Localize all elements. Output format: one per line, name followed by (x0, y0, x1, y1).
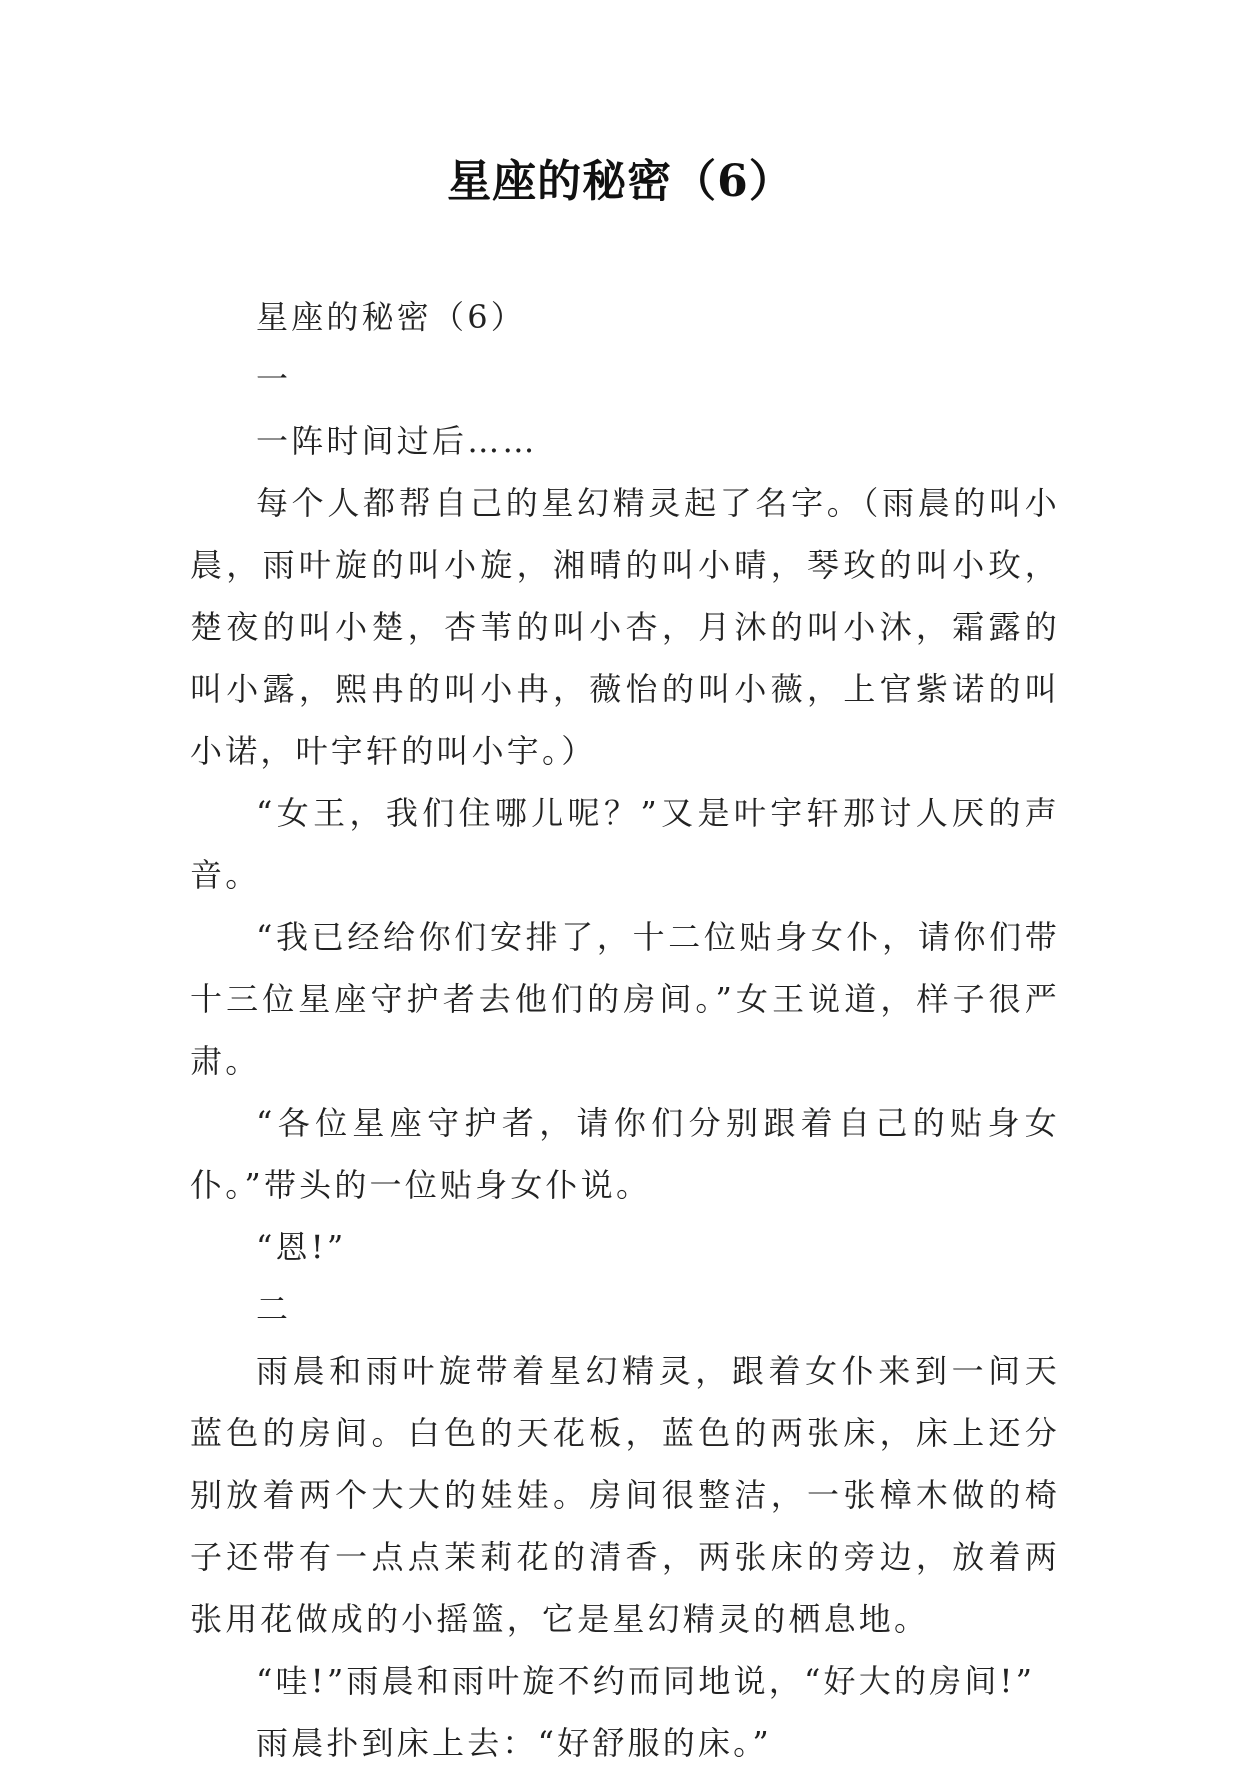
paragraph: “恩!” (256, 1228, 347, 1266)
paragraph: 星座的秘密（6） (256, 298, 526, 336)
document-body (190, 286, 1060, 1774)
section-number: 二 (256, 1290, 292, 1328)
paragraph: 雨晨扑到床上去：“好舒服的床。” (256, 1724, 772, 1762)
paragraph: “我已经给你们安排了，十二位贴身女仆，请你们带十三位星座守护者去他们的房间。”女王说道，样子很严肃。 (190, 918, 1060, 1080)
paragraph: 一阵时间过后…… (256, 422, 538, 460)
paragraph: 每个人都帮自己的星幻精灵起了名字。（雨晨的叫小晨，雨叶旋的叫小旋，湘晴的叫小晴，琴玫的叫小玫，楚夜的叫小楚，杏苇的叫小杏，月沐的叫小沐，霜露的叫小露，熙冉的叫小冉，薇怡的叫小薇，上官紫诺的叫小诺，叶宇轩的叫小宇。） (190, 484, 1060, 770)
paragraph: 雨晨和雨叶旋带着星幻精灵，跟着女仆来到一间天蓝色的房间。白色的天花板，蓝色的两张床，床上还分别放着两个大大的娃娃。房间很整洁，一张樟木做的椅子还带有一点点茉莉花的清香，两张床的旁边，放着两张用花做成的小摇篮，它是星幻精灵的栖息地。 (190, 1352, 1060, 1638)
section-number: 一 (256, 360, 292, 398)
paragraph: “女王，我们住哪儿呢？”又是叶宇轩那讨人厌的声音。 (190, 794, 1060, 894)
paragraph: “各位星座守护者，请你们分别跟着自己的贴身女仆。”带头的一位贴身女仆说。 (190, 1104, 1060, 1204)
paragraph: “哇!”雨晨和雨叶旋不约而同地说，“好大的房间!” (256, 1662, 1036, 1700)
document-title: 星座的秘密（6） (447, 156, 794, 207)
